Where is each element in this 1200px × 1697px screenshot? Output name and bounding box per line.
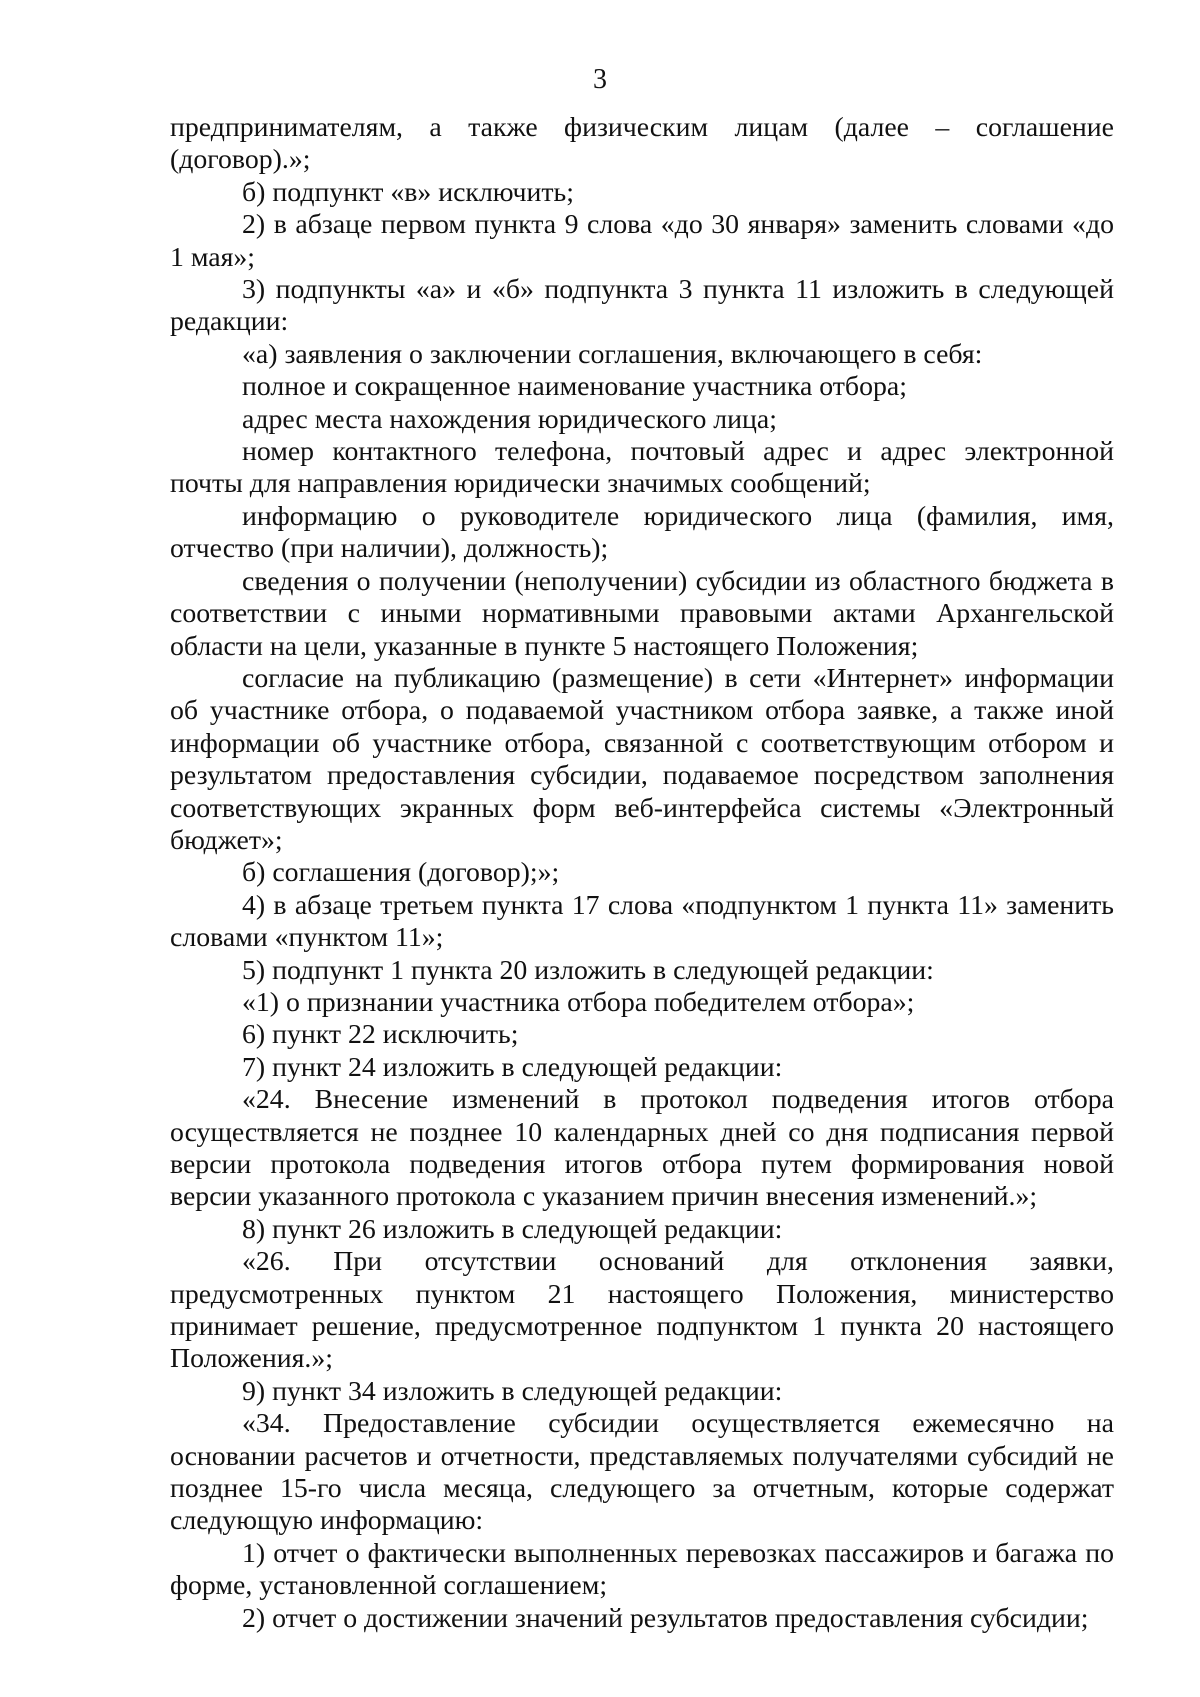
paragraph: номер контактного телефона, почтовый адрес и адрес электронной почты для направления юридически значимых сообщений; <box>170 436 1114 500</box>
paragraph: предпринимателям, а также физическим лицам (далее – соглашение (договор).»; <box>170 112 1114 176</box>
paragraph: «24. Внесение изменений в протокол подведения итогов отбора осуществляется не позднее 10 календарных дней со дня подписания первой версии протокола подведения итогов отбора путем формирования новой версии указанного протокола с указанием причин внесения изменений.»; <box>170 1084 1114 1213</box>
paragraph: 7) пункт 24 изложить в следующей редакции: <box>242 1051 783 1083</box>
paragraph: б) соглашения (договор);»; <box>242 857 560 889</box>
paragraph: 3) подпункты «а» и «б» подпункта 3 пункта 11 изложить в следующей редакции: <box>170 274 1114 338</box>
paragraph: б) подпункт «в» исключить; <box>242 176 574 208</box>
paragraph: «а) заявления о заключении соглашения, включающего в себя: <box>242 338 983 370</box>
paragraph: адрес места нахождения юридического лица; <box>242 403 777 435</box>
paragraph: согласие на публикацию (размещение) в сети «Интернет» информации об участнике отбора, о подаваемой участником отбора заявке, а также иной информации об участнике отбора, связанной с соответствующим отбором и результатом предоставления субсидии, подаваемое посредством заполнения соответствующих экранных форм веб-интерфейса системы «Электронный бюджет»; <box>170 662 1114 856</box>
paragraph: 9) пункт 34 изложить в следующей редакции: <box>242 1375 783 1407</box>
paragraph: 8) пункт 26 изложить в следующей редакции: <box>242 1213 783 1245</box>
paragraph: «34. Предоставление субсидии осуществляется ежемесячно на основании расчетов и отчетности, представляемых получателями субсидий не позднее 15-го числа месяца, следующего за отчетным, которые содержат следующую информацию: <box>170 1408 1114 1537</box>
paragraph: полное и сокращенное наименование участника отбора; <box>242 371 907 403</box>
paragraph: 2) отчет о достижении значений результатов предоставления субсидии; <box>242 1602 1089 1634</box>
paragraph: сведения о получении (неполучении) субсидии из областного бюджета в соответствии с иными нормативными правовыми актами Архангельской области на цели, указанные в пункте 5 настоящего Положения; <box>170 565 1114 662</box>
paragraph: информацию о руководителе юридического лица (фамилия, имя, отчество (при наличии), должность); <box>170 500 1114 565</box>
document-body <box>170 112 1114 1635</box>
paragraph: 2) в абзаце первом пункта 9 слова «до 30 января» заменить словами «до 1 мая»; <box>170 209 1114 273</box>
paragraph: «26. При отсутствии оснований для отклонения заявки, предусмотренных пунктом 21 настоящего Положения, министерство принимает решение, предусмотренное подпунктом 1 пункта 20 настоящего Положения.»; <box>170 1246 1114 1375</box>
paragraph: 6) пункт 22 исключить; <box>242 1019 519 1051</box>
paragraph: 1) отчет о фактически выполненных перевозках пассажиров и багажа по форме, установленной соглашением; <box>170 1537 1114 1602</box>
page-number: 3 <box>593 64 607 95</box>
paragraph: «1) о признании участника отбора победителем отбора»; <box>242 986 915 1018</box>
paragraph: 4) в абзаце третьем пункта 17 слова «подпунктом 1 пункта 11» заменить словами «пунктом 11»; <box>170 889 1114 954</box>
paragraph: 5) подпункт 1 пункта 20 изложить в следующей редакции: <box>242 954 934 986</box>
